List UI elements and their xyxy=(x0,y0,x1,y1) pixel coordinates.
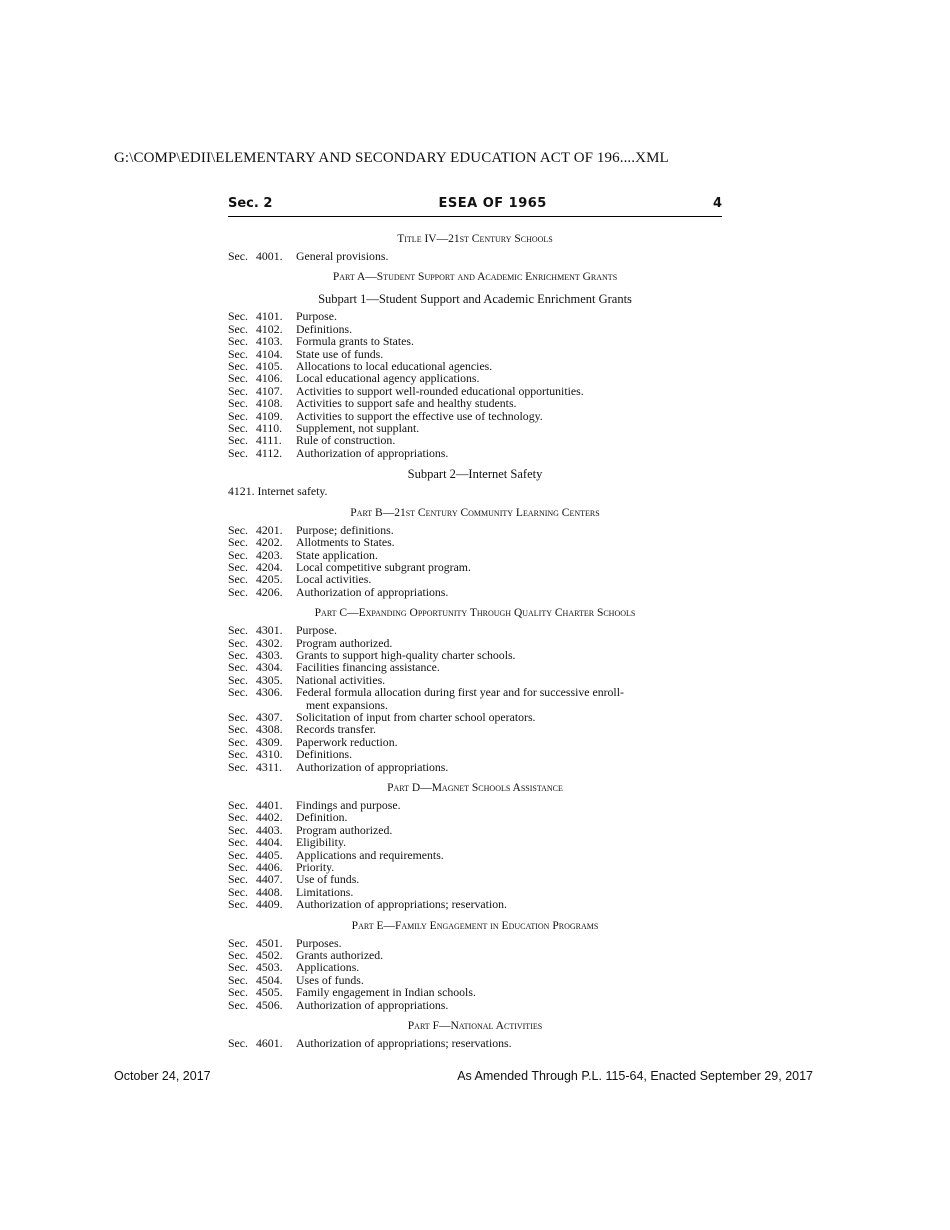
section-number: 4401. xyxy=(256,798,283,812)
section-title xyxy=(296,761,722,773)
subpart-heading: Subpart 1—Student Support and Academic Enrichment Grants xyxy=(318,292,632,307)
section-title-text: State use of funds. xyxy=(296,346,384,361)
section-label: Sec. xyxy=(228,722,248,737)
section-label: Sec. xyxy=(228,872,248,887)
section-label: Sec. xyxy=(228,972,248,987)
section-title-text: Purpose. xyxy=(296,623,337,638)
section-title-text: Allotments to States. xyxy=(296,535,395,550)
running-head xyxy=(228,196,722,217)
document-page xyxy=(228,196,722,1050)
section-number: 4502. xyxy=(256,948,283,963)
section-number: 4001. xyxy=(256,249,283,263)
section-title-text: Purpose; definitions. xyxy=(296,522,394,537)
section-label: Sec. xyxy=(228,572,248,587)
section-title-text: Purposes. xyxy=(296,935,342,950)
section-title-text: Grants authorized. xyxy=(296,948,384,963)
section-label: Sec. xyxy=(228,584,248,599)
section-title-text: Authorization of appropriations. xyxy=(296,445,449,460)
section-number: 4305. xyxy=(256,672,283,687)
section-number: 4201. xyxy=(256,522,283,537)
section-number: 4105. xyxy=(256,359,283,374)
section-list xyxy=(228,624,722,773)
section-title-text: Local competitive subgrant program. xyxy=(296,559,471,574)
page-number: 4 xyxy=(712,196,722,211)
section-number: 4104. xyxy=(256,346,283,361)
section-title-text: Authorization of appropriations. xyxy=(296,997,449,1012)
section-label: Sec. xyxy=(228,559,248,574)
section-number: 4503. xyxy=(256,960,283,975)
section-label: Sec. xyxy=(228,383,248,398)
section-number: 4402. xyxy=(256,810,283,825)
section-title-text: Applications and requirements. xyxy=(296,847,444,862)
section-label: Sec. xyxy=(228,822,248,837)
section-number: 4311. xyxy=(256,759,283,774)
section-title-text: Program authorized. xyxy=(296,822,393,837)
section-title-text: Activities to support safe and healthy students. xyxy=(296,396,517,411)
section-label: Sec. xyxy=(228,309,248,324)
section-number: 4107. xyxy=(256,383,283,398)
section-label: Sec. xyxy=(228,396,248,411)
section-label: Sec. xyxy=(228,734,248,749)
section-label: Sec. xyxy=(228,371,248,386)
toc-entry xyxy=(228,761,722,773)
section-title-text: Authorization of appropriations; reservation. xyxy=(296,897,507,912)
section-title xyxy=(296,799,722,811)
table-of-contents xyxy=(228,232,722,1050)
section-label: Sec. xyxy=(228,810,248,825)
section-title xyxy=(296,861,722,873)
section-label: Sec. xyxy=(228,421,248,436)
section-number: 4103. xyxy=(256,334,283,349)
section-title-text: Local educational agency applications. xyxy=(296,371,480,386)
section-number: 4308. xyxy=(256,722,283,737)
section-label: Sec. xyxy=(228,334,248,349)
section-label: Sec. xyxy=(228,359,248,374)
section-label: Sec. xyxy=(228,635,248,650)
toc-entry xyxy=(228,447,722,459)
section-title-text: Paperwork reduction. xyxy=(296,734,398,749)
section-title xyxy=(296,824,722,836)
section-label: Sec. xyxy=(228,759,248,774)
toc-entry xyxy=(228,586,722,598)
section-number: 4306. xyxy=(256,685,283,700)
section-title-text: Authorization of appropriations. xyxy=(296,759,449,774)
section-number: 4309. xyxy=(256,734,283,749)
section-title-continuation: ment expansions. xyxy=(306,697,388,712)
section-title-text: Authorization of appropriations. xyxy=(296,584,449,599)
part-heading: Part F—National Activities xyxy=(407,1020,543,1033)
section-label: Sec. xyxy=(228,408,248,423)
file-path: G:\COMP\EDII\ELEMENTARY AND SECONDARY EDUCATION ACT OF 196....XML xyxy=(114,150,669,166)
section-title xyxy=(296,736,722,748)
section-label: Sec. xyxy=(228,647,248,662)
toc-entry xyxy=(228,1037,722,1049)
section-number: 4102. xyxy=(256,321,283,336)
section-number: 4111. xyxy=(256,433,282,448)
section-title-text: Findings and purpose. xyxy=(296,798,401,812)
section-number: 4506. xyxy=(256,997,283,1012)
subpart-heading: Subpart 2—Internet Safety xyxy=(407,467,543,482)
toc-entry xyxy=(228,686,722,711)
section-title-text: Family engagement in Indian schools. xyxy=(296,985,476,1000)
toc-entry xyxy=(228,999,722,1011)
section-title xyxy=(296,873,722,885)
section-label: Sec. xyxy=(228,960,248,975)
section-label: Sec. xyxy=(228,445,248,460)
section-title-text: Records transfer. xyxy=(296,722,376,737)
section-title-text: Formula grants to States. xyxy=(296,334,414,349)
section-title xyxy=(296,999,722,1011)
section-title-text: State application. xyxy=(296,547,378,562)
section-title xyxy=(296,586,722,598)
section-list xyxy=(228,799,722,911)
section-label: Sec. xyxy=(228,522,248,537)
section-label: Sec. xyxy=(228,884,248,899)
section-title-text: Allocations to local educational agencies. xyxy=(296,359,493,374)
section-label: Sec. xyxy=(228,860,248,875)
part-heading: Part D—Magnet Schools Assistance xyxy=(387,782,563,794)
part-heading: Title IV—21st Century Schools xyxy=(397,233,553,245)
section-number: 4205. xyxy=(256,572,283,587)
section-label: Sec. xyxy=(228,685,248,700)
section-title xyxy=(296,250,722,262)
section-title-text: Definitions. xyxy=(296,747,353,762)
footer-amended-note: As Amended Through P.L. 115-64, Enacted September 29, 2017 xyxy=(457,1069,813,1083)
section-title-text: Authorization of appropriations; reservations. xyxy=(296,1036,512,1051)
section-title xyxy=(296,1037,722,1049)
section-title-text: Supplement, not supplant. xyxy=(296,421,420,436)
section-label: Sec. xyxy=(228,747,248,762)
section-number: 4405. xyxy=(256,847,283,862)
part-heading: Part A—Student Support and Academic Enrichment Grants xyxy=(332,271,618,284)
section-title-text: Solicitation of input from charter school operators. xyxy=(296,709,536,724)
section-number: 4206. xyxy=(256,584,283,599)
running-head-title: ESEA OF 1965 xyxy=(438,196,547,211)
section-number: 4501. xyxy=(256,935,283,950)
toc-entry xyxy=(228,898,722,910)
section-number: 4403. xyxy=(256,822,283,837)
section-list xyxy=(228,310,722,459)
section-label: Sec. xyxy=(228,935,248,950)
section-number: 4504. xyxy=(256,972,283,987)
section-label: Sec. xyxy=(228,798,248,812)
section-label: Sec. xyxy=(228,535,248,550)
section-title-text: Limitations. xyxy=(296,884,354,899)
section-title-text: Applications. xyxy=(296,960,360,975)
section-title-text: Priority. xyxy=(296,860,335,875)
section-title xyxy=(296,898,722,910)
section-title-text: National activities. xyxy=(296,672,386,687)
section-label: Sec. xyxy=(228,623,248,638)
section-label: Sec. xyxy=(228,948,248,963)
section-title-text: General provisions. xyxy=(296,249,389,263)
section-number: 4307. xyxy=(256,709,283,724)
section-title xyxy=(296,949,722,961)
section-title-text: Definitions. xyxy=(296,321,353,336)
section-number: 4408. xyxy=(256,884,283,899)
section-number: 4310. xyxy=(256,747,283,762)
section-title xyxy=(296,686,722,711)
section-number: 4202. xyxy=(256,535,283,550)
section-number: 4404. xyxy=(256,835,283,850)
part-heading: Part E—Family Engagement in Education Programs xyxy=(351,919,599,932)
section-list xyxy=(228,524,722,598)
section-number: 4101. xyxy=(256,309,283,324)
part-heading: Part B—21st Century Community Learning Centers xyxy=(350,506,600,519)
toc-entry xyxy=(228,250,722,262)
section-label: Sec. xyxy=(228,997,248,1012)
section-label: Sec. xyxy=(228,249,248,263)
section-title-text: Federal formula allocation during first year and for successive enroll- xyxy=(296,685,624,700)
section-number: 4302. xyxy=(256,635,283,650)
section-number: 4301. xyxy=(256,623,283,638)
section-number: 4505. xyxy=(256,985,283,1000)
section-number: 4409. xyxy=(256,897,283,912)
section-label: Sec. xyxy=(228,847,248,862)
section-list xyxy=(228,937,722,1011)
footer-date: October 24, 2017 xyxy=(114,1069,211,1083)
section-title-text: Rule of construction. xyxy=(296,433,396,448)
section-title xyxy=(296,849,722,861)
section-label: Sec. xyxy=(228,709,248,724)
section-title-text: Facilities financing assistance. xyxy=(296,660,440,675)
section-number: 4110. xyxy=(256,421,283,436)
section-number: 4106. xyxy=(256,371,283,386)
section-label: Sec. xyxy=(228,1036,248,1051)
section-number: 4304. xyxy=(256,660,283,675)
section-title-text: Purpose. xyxy=(296,309,337,324)
section-list xyxy=(228,1037,722,1049)
section-title-text: Grants to support high-quality charter schools. xyxy=(296,647,516,662)
section-number: 4303. xyxy=(256,647,283,662)
section-number: 4203. xyxy=(256,547,283,562)
running-head-section: Sec. 2 xyxy=(228,196,273,211)
section-title-text: Eligibility. xyxy=(296,835,347,850)
section-number: 4407. xyxy=(256,872,283,887)
section-title xyxy=(296,447,722,459)
section-title-text: Local activities. xyxy=(296,572,372,587)
toc-entry: 4121. Internet safety. xyxy=(228,484,328,499)
section-title-text: Uses of funds. xyxy=(296,972,364,987)
section-label: Sec. xyxy=(228,433,248,448)
section-title xyxy=(296,310,722,322)
part-heading: Part C—Expanding Opportunity Through Quality Charter Schools xyxy=(314,607,636,620)
section-number: 4204. xyxy=(256,559,283,574)
section-title-text: Use of funds. xyxy=(296,872,360,887)
section-number: 4406. xyxy=(256,860,283,875)
section-number: 4108. xyxy=(256,396,283,411)
section-label: Sec. xyxy=(228,672,248,687)
section-list xyxy=(228,250,722,262)
section-title-text: Program authorized. xyxy=(296,635,393,650)
section-label: Sec. xyxy=(228,897,248,912)
section-title-text: Activities to support well-rounded educational opportunities. xyxy=(296,383,584,398)
section-label: Sec. xyxy=(228,660,248,675)
section-title-text: Definition. xyxy=(296,810,348,825)
section-label: Sec. xyxy=(228,835,248,850)
section-label: Sec. xyxy=(228,547,248,562)
section-label: Sec. xyxy=(228,985,248,1000)
section-number: 4112. xyxy=(256,445,283,460)
section-title-text: Activities to support the effective use of technology. xyxy=(296,408,543,423)
section-label: Sec. xyxy=(228,346,248,361)
section-number: 4601. xyxy=(256,1036,283,1051)
section-number: 4109. xyxy=(256,408,283,423)
section-label: Sec. xyxy=(228,321,248,336)
